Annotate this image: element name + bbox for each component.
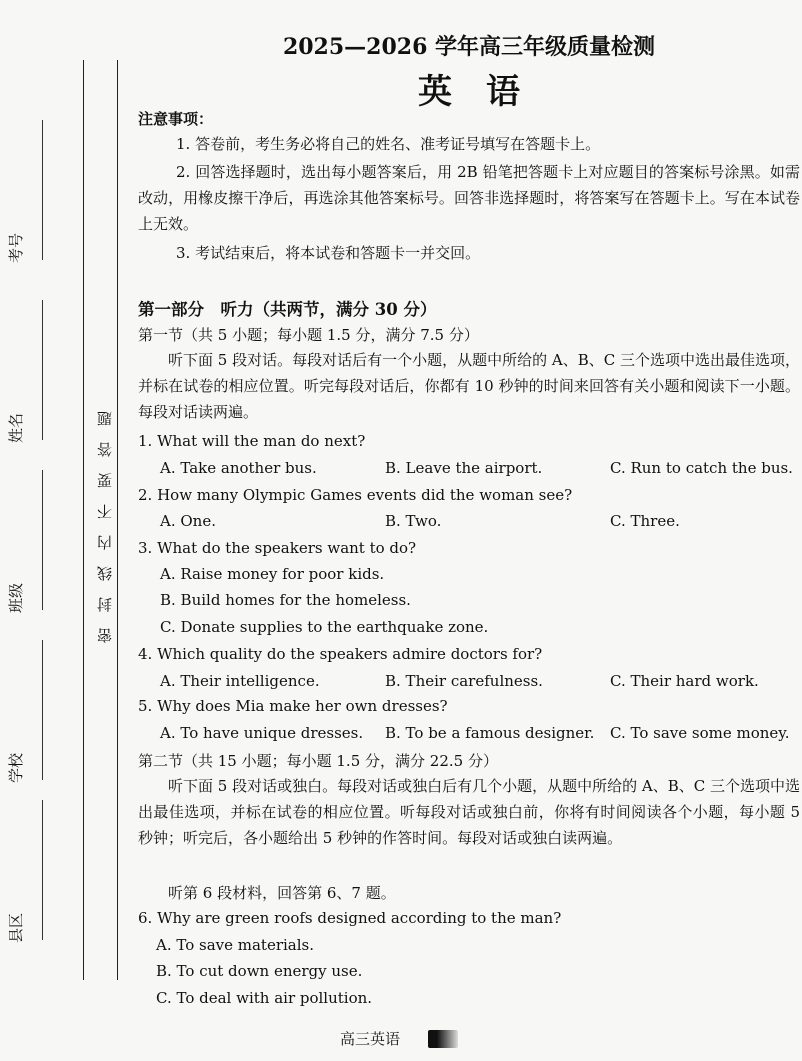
section2-instructions: 听下面 5 段对话或独白。每段对话或独白后有几个小题，从题中所给的 A、B、C 三个选项中选出最佳选项，并标在试卷的相应位置。听每段对话或独白前，你将有时间阅读各个小题，每小题 5 秒钟；听完后，各小题给出 5 秒钟的作答时间。每段对话或独白读两遍。 bbox=[138, 777, 800, 847]
option-a: A. One. bbox=[160, 512, 216, 530]
field-label: 姓名 bbox=[5, 410, 26, 446]
option-b: B. Leave the airport. bbox=[385, 459, 543, 477]
district-field[interactable] bbox=[7, 800, 64, 943]
part1-heading: 第一部分 听力（共两节，满分 30 分） bbox=[138, 300, 437, 319]
option-a: A. Take another bus. bbox=[160, 459, 317, 477]
field-underline bbox=[42, 640, 43, 780]
field-underline bbox=[42, 120, 43, 260]
option-a: A. To save materials. bbox=[156, 936, 315, 954]
option-a: A. To have unique dresses. bbox=[160, 724, 364, 742]
question-stem: 6. Why are green roofs designed according to the man? bbox=[138, 909, 562, 927]
page-number-smudge bbox=[428, 1030, 458, 1048]
option-b: B. Their carefulness. bbox=[385, 672, 543, 690]
question-stem: 5. Why does Mia make her own dresses? bbox=[138, 697, 448, 715]
field-label: 学校 bbox=[5, 750, 26, 786]
option-c: C. To save some money. bbox=[610, 724, 790, 742]
notice-item-3: 3. 考试结束后，将本试卷和答题卡一并交回。 bbox=[176, 244, 481, 262]
question-stem: 4. Which quality do the speakers admire doctors for? bbox=[138, 645, 543, 663]
question-stem: 1. What will the man do next? bbox=[138, 432, 366, 450]
section1-heading: 第一节（共 5 小题；每小题 1.5 分，满分 7.5 分） bbox=[138, 326, 479, 344]
option-c: C. To deal with air pollution. bbox=[156, 989, 373, 1007]
option-c: C. Run to catch the bus. bbox=[610, 459, 793, 477]
material-6-note: 听第 6 段材料，回答第 6、7 题。 bbox=[168, 884, 396, 902]
option-b: B. Two. bbox=[385, 512, 442, 530]
section1-instructions: 听下面 5 段对话。每段对话后有一个小题，从题中所给的 A、B、C 三个选项中选出最佳选项，并标在试卷的相应位置。听完每段对话后，你都有 10 秒钟的时间来回答有关小题和阅读下一小题。每段对话读两遍。 bbox=[138, 351, 800, 421]
option-c: C. Three. bbox=[610, 512, 680, 530]
field-label: 班级 bbox=[5, 580, 26, 616]
field-underline bbox=[42, 800, 43, 940]
exam-number-field[interactable] bbox=[7, 120, 64, 263]
binding-margin bbox=[0, 0, 130, 1061]
class-field[interactable] bbox=[7, 470, 64, 613]
option-c: C. Their hard work. bbox=[610, 672, 759, 690]
margin-rule-outer bbox=[83, 60, 84, 980]
option-b: B. Build homes for the homeless. bbox=[160, 591, 411, 609]
field-label: 县区 bbox=[5, 910, 26, 946]
school-field[interactable] bbox=[7, 640, 64, 783]
notice-item-2: 2. 回答选择题时，选出每小题答案后，用 2B 铅笔把答题卡上对应题目的答案标号涂黑。如需改动，用橡皮擦干净后，再选涂其他答案标号。回答非选择题时，将答案写在答题卡上。写在本试卷上无效。 bbox=[138, 163, 800, 233]
option-c: C. Donate supplies to the earthquake zone. bbox=[160, 618, 489, 636]
subject-title: 英语 bbox=[418, 72, 554, 112]
exam-title: 2025—2026 学年高三年级质量检测 bbox=[282, 34, 656, 60]
field-underline bbox=[42, 300, 43, 440]
option-b: B. To cut down energy use. bbox=[156, 962, 363, 980]
option-a: A. Raise money for poor kids. bbox=[160, 565, 385, 583]
option-b: B. To be a famous designer. bbox=[385, 724, 595, 742]
option-a: A. Their intelligence. bbox=[160, 672, 320, 690]
field-label: 考号 bbox=[5, 230, 26, 266]
page-footer: 高三英语 bbox=[340, 1030, 401, 1048]
question-stem: 3. What do the speakers want to do? bbox=[138, 539, 417, 557]
notice-item-1: 1. 答卷前，考生务必将自己的姓名、准考证号填写在答题卡上。 bbox=[176, 135, 601, 153]
field-underline bbox=[42, 470, 43, 610]
notice-heading: 注意事项： bbox=[138, 110, 214, 128]
question-stem: 2. How many Olympic Games events did the woman see? bbox=[138, 486, 573, 504]
seal-line-notice: 密封线内不要答题 bbox=[96, 395, 114, 643]
section2-heading: 第二节（共 15 小题；每小题 1.5 分，满分 22.5 分） bbox=[138, 752, 498, 770]
name-field[interactable] bbox=[7, 300, 64, 443]
